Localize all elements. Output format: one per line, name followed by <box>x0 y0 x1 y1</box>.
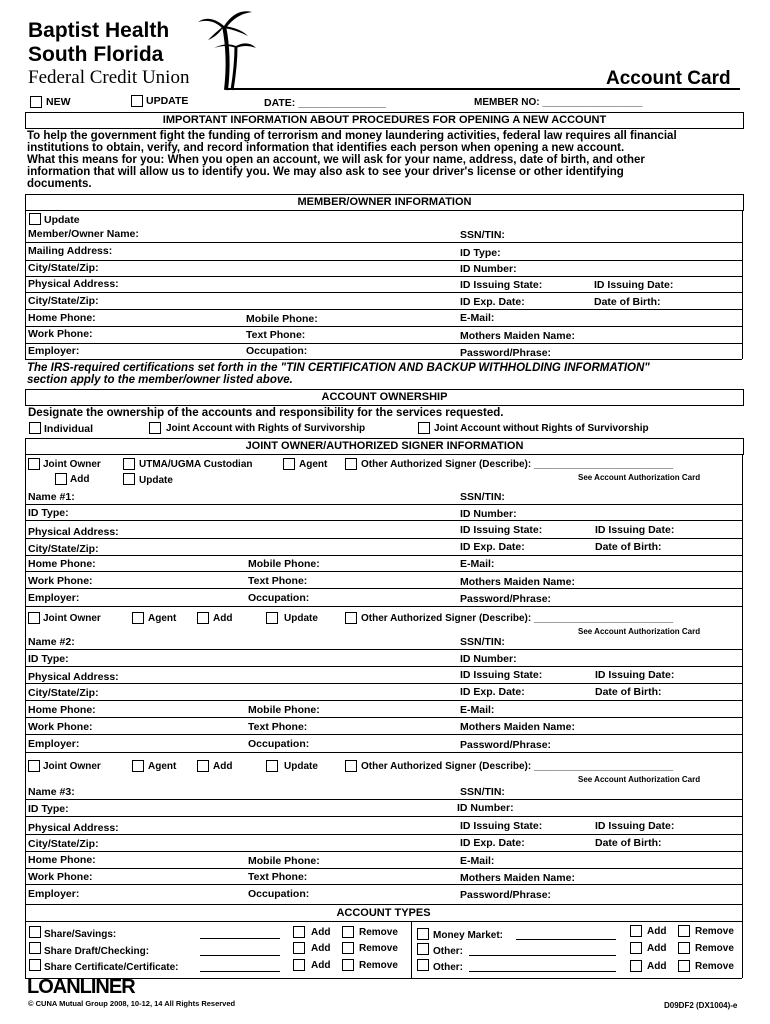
add-label: Add <box>70 474 90 485</box>
j3-dob-label: Date of Birth: <box>595 837 662 849</box>
member-update-label: Update <box>44 214 80 226</box>
id-number-label: ID Number: <box>460 263 517 275</box>
j1-occupation-label: Occupation: <box>248 592 310 604</box>
other3-label: Other Authorized Signer (Describe): _________________________ <box>361 761 674 772</box>
j1-password-label: Password/Phrase: <box>460 593 552 605</box>
j2-id-date-label: ID Issuing Date: <box>595 669 675 681</box>
joint-owner-checkbox[interactable] <box>28 458 40 470</box>
j2-dob-label: Date of Birth: <box>595 686 662 698</box>
important-line4: information that will allow us to identify you. We may also ask to see your driver's license or other identifying <box>27 166 624 178</box>
logo-line2: South Florida <box>28 43 164 66</box>
id-exp-label: ID Exp. Date: <box>460 296 525 308</box>
j3-id-exp-label: ID Exp. Date: <box>460 837 525 849</box>
share-savings-checkbox[interactable] <box>29 926 41 938</box>
j2-id-exp-label: ID Exp. Date: <box>460 686 525 698</box>
individual-label: Individual <box>44 423 94 435</box>
j2-mobile-label: Mobile Phone: <box>248 704 320 716</box>
home-phone-label: Home Phone: <box>28 312 96 324</box>
copyright: © CUNA Mutual Group 2008, 10-12, 14 All Rights Reserved <box>28 999 236 1008</box>
important-line1: To help the government fight the funding of terrorism and money laundering activities, federal law requires all financial <box>27 130 677 142</box>
j2-id-type-label: ID Type: <box>28 653 69 665</box>
j3-mobile-label: Mobile Phone: <box>248 855 320 867</box>
j3-city-label: City/State/Zip: <box>28 838 99 850</box>
j2-home-label: Home Phone: <box>28 704 96 716</box>
money-market-remove-checkbox[interactable] <box>678 925 690 937</box>
joint-rights-label: Joint Account with Rights of Survivorship <box>166 423 366 434</box>
dob-label: Date of Birth: <box>594 296 661 308</box>
agent-checkbox[interactable] <box>283 458 295 470</box>
name3-label: Name #3: <box>28 786 75 798</box>
share-savings-remove-label: Remove <box>359 927 398 938</box>
j1-city-label: City/State/Zip: <box>28 543 99 555</box>
share-savings-add-label: Add <box>311 927 331 938</box>
share-savings-remove-checkbox[interactable] <box>342 926 354 938</box>
j1-maiden-label: Mothers Maiden Name: <box>460 576 575 588</box>
update3-label: Update <box>284 761 318 772</box>
j3-employer-label: Employer: <box>28 888 80 900</box>
j2-physical-label: Physical Address: <box>28 671 119 683</box>
j2-maiden-label: Mothers Maiden Name: <box>460 721 575 733</box>
occupation-label: Occupation: <box>246 345 308 357</box>
employer-label: Employer: <box>28 345 80 357</box>
agent-label: Agent <box>299 459 328 470</box>
name2-label: Name #2: <box>28 636 75 648</box>
j3-maiden-label: Mothers Maiden Name: <box>460 872 575 884</box>
new-checkbox[interactable] <box>30 96 42 108</box>
name1-label: Name #1: <box>28 491 75 503</box>
update-checkbox-1[interactable] <box>123 473 135 485</box>
j1-mobile-label: Mobile Phone: <box>248 558 320 570</box>
joint-owner3-checkbox[interactable] <box>28 760 40 772</box>
city2-label: City/State/Zip: <box>28 295 99 307</box>
utma-label: UTMA/UGMA Custodian <box>139 459 253 470</box>
j1-id-date-label: ID Issuing Date: <box>595 524 675 536</box>
j3-id-number-label: ID Number: <box>457 802 514 814</box>
logo-line1: Baptist Health <box>28 19 170 42</box>
agent2-checkbox[interactable] <box>132 612 144 624</box>
share-cert-remove-label: Remove <box>359 960 398 971</box>
irs-line2: section apply to the member/owner listed above. <box>27 374 293 386</box>
update-checkbox[interactable] <box>131 95 143 107</box>
other-signer-checkbox[interactable] <box>345 458 357 470</box>
id-type-label: ID Type: <box>460 247 501 259</box>
share-cert-add-checkbox[interactable] <box>293 959 305 971</box>
other1-remove-label: Remove <box>695 943 734 954</box>
other1-add-checkbox[interactable] <box>630 942 642 954</box>
add2-checkbox[interactable] <box>197 612 209 624</box>
id-date-label: ID Issuing Date: <box>594 279 674 291</box>
see-card-1: See Account Authorization Card <box>578 473 701 482</box>
j3-ssn-label: SSN/TIN: <box>460 786 505 798</box>
share-cert-remove-checkbox[interactable] <box>342 959 354 971</box>
j2-email-label: E-Mail: <box>460 704 495 716</box>
money-market-add-checkbox[interactable] <box>630 925 642 937</box>
important-line2: institutions to obtain, verify, and record information that identifies each person when opening a new account. <box>27 142 625 154</box>
maiden-label: Mothers Maiden Name: <box>460 330 575 342</box>
date-field[interactable]: DATE: _______________ <box>264 97 386 109</box>
j3-email-label: E-Mail: <box>460 855 495 867</box>
j2-occupation-label: Occupation: <box>248 738 310 750</box>
important-line3: What this means for you: When you open an account, we will ask for your name, address, date of birth, and other <box>27 154 645 166</box>
j1-home-label: Home Phone: <box>28 558 96 570</box>
j2-employer-label: Employer: <box>28 738 80 750</box>
j2-password-label: Password/Phrase: <box>460 739 552 751</box>
new-label: NEW <box>46 96 71 108</box>
joint-owner-label: Joint Owner <box>43 459 101 470</box>
share-cert-checkbox[interactable] <box>29 959 41 971</box>
logo <box>28 18 258 90</box>
joint-owner3-label: Joint Owner <box>43 761 101 772</box>
palm-tree-icon <box>196 6 258 92</box>
j1-email-label: E-Mail: <box>460 558 495 570</box>
agent3-checkbox[interactable] <box>132 760 144 772</box>
see-card-2: See Account Authorization Card <box>578 627 701 636</box>
loanliner-logo: LOANLINER <box>27 976 135 998</box>
city1-label: City/State/Zip: <box>28 262 99 274</box>
id-state-label: ID Issuing State: <box>460 279 543 291</box>
password-label: Password/Phrase: <box>460 347 552 359</box>
other2-label: Other Authorized Signer (Describe): _________________________ <box>361 613 674 624</box>
j1-id-type-label: ID Type: <box>28 507 69 519</box>
agent2-label: Agent <box>148 613 177 624</box>
j1-id-exp-label: ID Exp. Date: <box>460 541 525 553</box>
j1-id-state-label: ID Issuing State: <box>460 524 543 536</box>
see-card-3: See Account Authorization Card <box>578 775 701 784</box>
physical-label: Physical Address: <box>28 278 119 290</box>
share-draft-remove-checkbox[interactable] <box>342 942 354 954</box>
share-draft-add-checkbox[interactable] <box>293 942 305 954</box>
j2-id-state-label: ID Issuing State: <box>460 669 543 681</box>
share-draft-remove-label: Remove <box>359 943 398 954</box>
other1-label: Other: <box>433 946 463 957</box>
other1-checkbox[interactable] <box>417 943 429 955</box>
form-title: Account Card <box>606 68 731 89</box>
j1-dob-label: Date of Birth: <box>595 541 662 553</box>
joint-no-rights-label: Joint Account without Rights of Survivorship <box>434 423 649 434</box>
j1-physical-label: Physical Address: <box>28 526 119 538</box>
irs-line1: The IRS-required certifications set forth in the "TIN CERTIFICATION AND BACKUP WITHHOLDING INFORMATION" <box>27 362 650 374</box>
other-signer-label: Other Authorized Signer (Describe): _________________________ <box>361 459 674 470</box>
other2-add-checkbox[interactable] <box>630 960 642 972</box>
j3-text-label: Text Phone: <box>248 871 308 883</box>
types-heading: ACCOUNT TYPES <box>25 906 742 922</box>
other2-add-label: Add <box>647 961 667 972</box>
member-no-field[interactable]: MEMBER NO: __________________ <box>474 97 643 108</box>
member-heading: MEMBER/OWNER INFORMATION <box>25 194 744 211</box>
joint-no-rights-checkbox[interactable] <box>418 422 430 434</box>
share-draft-label: Share Draft/Checking: <box>44 946 150 957</box>
add-checkbox[interactable] <box>55 473 67 485</box>
j3-work-label: Work Phone: <box>28 871 93 883</box>
money-market-add-label: Add <box>647 926 667 937</box>
share-draft-add-label: Add <box>311 943 331 954</box>
j1-employer-label: Employer: <box>28 592 80 604</box>
j1-work-label: Work Phone: <box>28 575 93 587</box>
j3-occupation-label: Occupation: <box>248 888 310 900</box>
form-code: D09DF2 (DX1004)-e <box>664 1001 738 1010</box>
j2-ssn-label: SSN/TIN: <box>460 636 505 648</box>
j1-text-label: Text Phone: <box>248 575 308 587</box>
j3-id-type-label: ID Type: <box>28 803 69 815</box>
add2-label: Add <box>213 613 233 624</box>
utma-checkbox[interactable] <box>123 458 135 470</box>
j1-ssn-label: SSN/TIN: <box>460 491 505 503</box>
mailing-label: Mailing Address: <box>28 245 113 257</box>
update2-label: Update <box>284 613 318 624</box>
joint-heading: JOINT OWNER/AUTHORIZED SIGNER INFORMATION <box>25 438 744 455</box>
add3-checkbox[interactable] <box>197 760 209 772</box>
other3-checkbox[interactable] <box>345 760 357 772</box>
joint-rights-checkbox[interactable] <box>149 422 161 434</box>
money-market-checkbox[interactable] <box>417 928 429 940</box>
other2-type-checkbox[interactable] <box>417 959 429 971</box>
ownership-heading: ACCOUNT OWNERSHIP <box>25 389 744 406</box>
money-market-remove-label: Remove <box>695 926 734 937</box>
share-savings-add-checkbox[interactable] <box>293 926 305 938</box>
j2-id-number-label: ID Number: <box>460 653 517 665</box>
j2-text-label: Text Phone: <box>248 721 308 733</box>
agent3-label: Agent <box>148 761 177 772</box>
work-phone-label: Work Phone: <box>28 328 93 340</box>
j3-id-date-label: ID Issuing Date: <box>595 820 675 832</box>
update-label-1: Update <box>139 475 173 486</box>
text-phone-label: Text Phone: <box>246 329 306 341</box>
individual-checkbox[interactable] <box>29 422 41 434</box>
update-label: UPDATE <box>146 95 189 107</box>
j1-id-number-label: ID Number: <box>460 508 517 520</box>
member-name-label: Member/Owner Name: <box>28 228 139 240</box>
j3-home-label: Home Phone: <box>28 854 96 866</box>
share-cert-add-label: Add <box>311 960 331 971</box>
email-label: E-Mail: <box>460 312 495 324</box>
add3-label: Add <box>213 761 233 772</box>
other1-add-label: Add <box>647 943 667 954</box>
mobile-label: Mobile Phone: <box>246 313 318 325</box>
other2-type-label: Other: <box>433 962 463 973</box>
j3-physical-label: Physical Address: <box>28 822 119 834</box>
j2-city-label: City/State/Zip: <box>28 687 99 699</box>
money-market-label: Money Market: <box>433 930 504 941</box>
j2-work-label: Work Phone: <box>28 721 93 733</box>
other2-remove-label: Remove <box>695 961 734 972</box>
important-line5: documents. <box>27 178 92 190</box>
other2-checkbox[interactable] <box>345 612 357 624</box>
update3-checkbox[interactable] <box>266 760 278 772</box>
important-heading: IMPORTANT INFORMATION ABOUT PROCEDURES FOR OPENING A NEW ACCOUNT <box>25 112 744 129</box>
member-update-checkbox[interactable] <box>29 213 41 225</box>
share-draft-checkbox[interactable] <box>29 942 41 954</box>
joint-owner2-checkbox[interactable] <box>28 612 40 624</box>
other1-remove-checkbox[interactable] <box>678 942 690 954</box>
j3-password-label: Password/Phrase: <box>460 889 552 901</box>
joint-owner2-label: Joint Owner <box>43 613 101 624</box>
logo-line3: Federal Credit Union <box>28 67 190 88</box>
other2-remove-checkbox[interactable] <box>678 960 690 972</box>
share-cert-label: Share Certificate/Certificate: <box>44 962 179 973</box>
share-savings-label: Share/Savings: <box>44 929 117 940</box>
designate-text: Designate the ownership of the accounts and responsibility for the services requested. <box>28 407 504 419</box>
ssn-label: SSN/TIN: <box>460 229 505 241</box>
j3-id-state-label: ID Issuing State: <box>460 820 543 832</box>
update2-checkbox[interactable] <box>266 612 278 624</box>
